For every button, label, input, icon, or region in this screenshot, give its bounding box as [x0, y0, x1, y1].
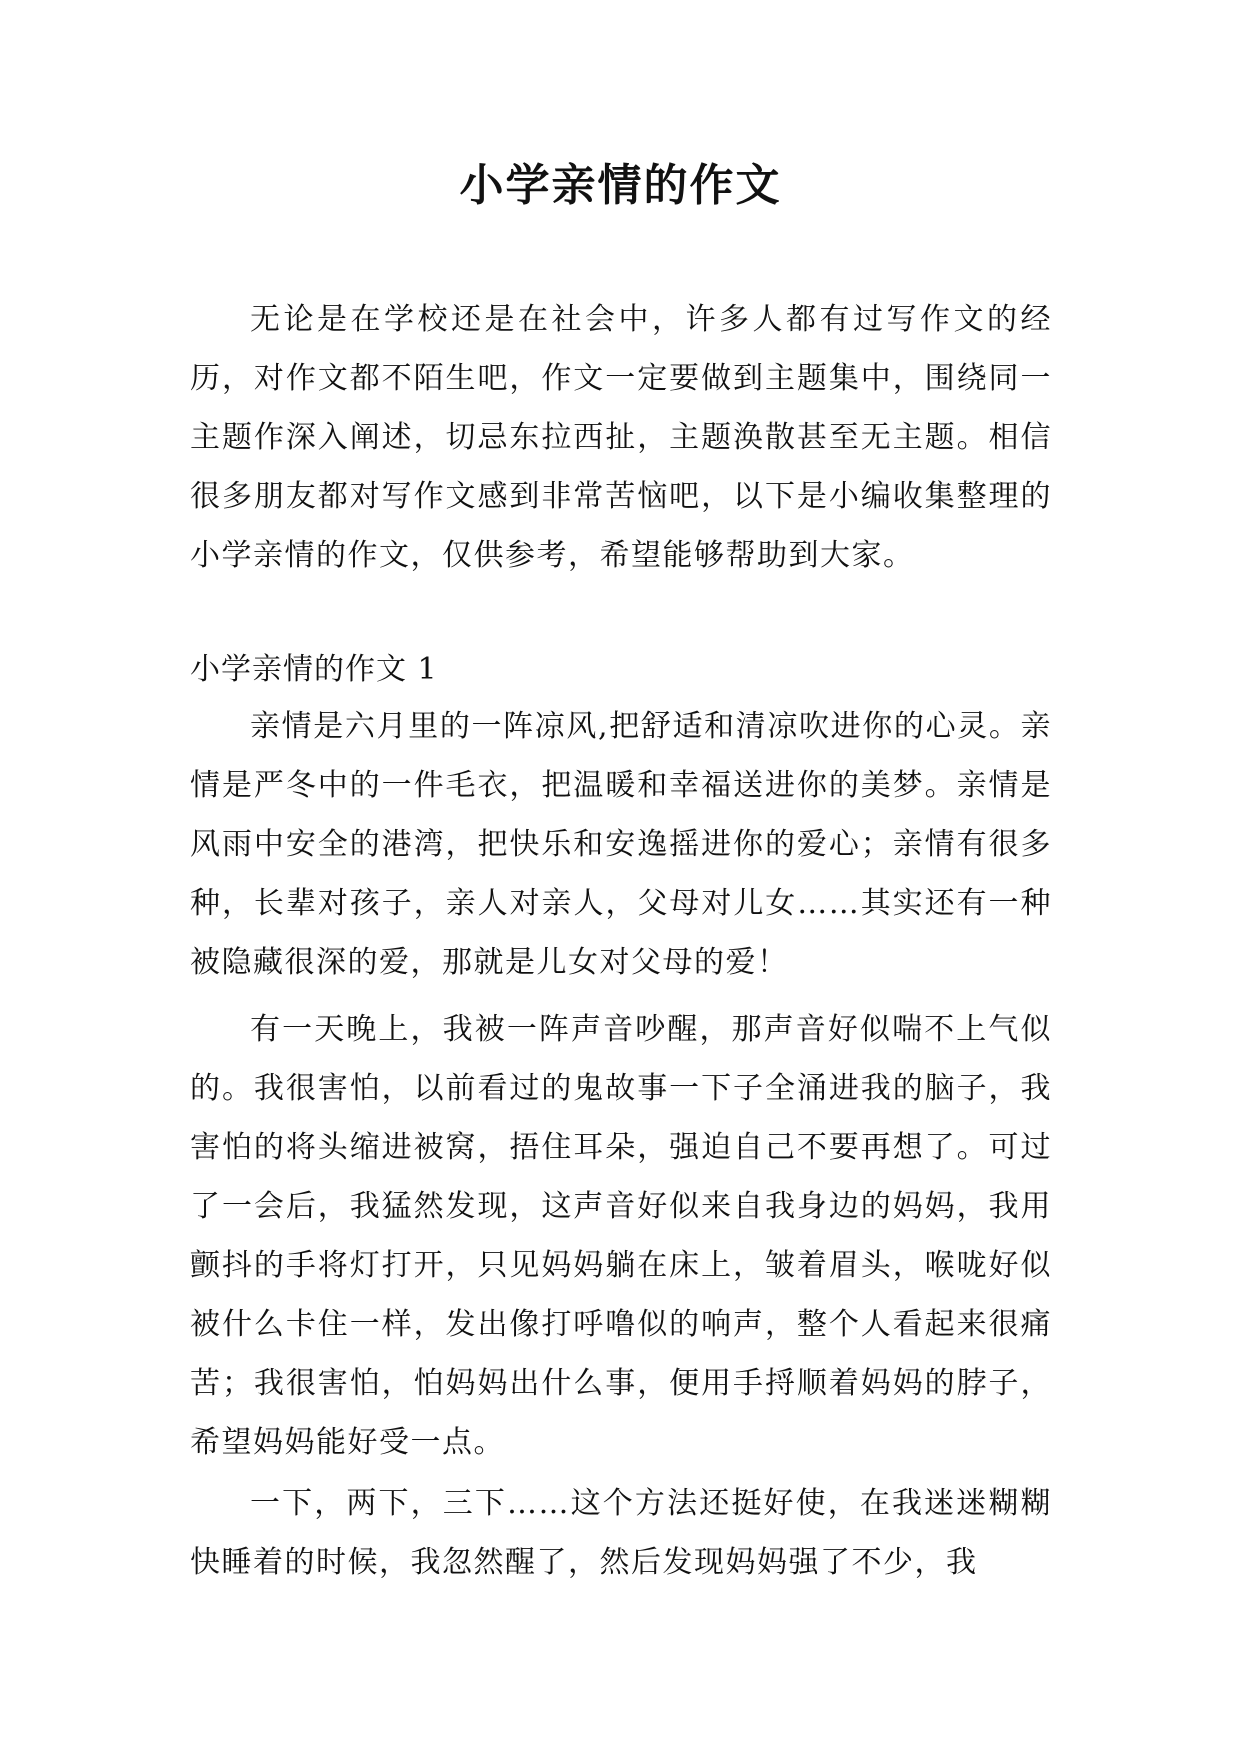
body-paragraph-3: 一下，两下，三下……这个方法还挺好使，在我迷迷糊糊快睡着的时候，我忽然醒了，然后发现妈妈强了不少，我	[190, 1486, 1052, 1580]
document-title: 小学亲情的作文	[459, 160, 782, 211]
body-paragraph-2: 有一天晚上，我被一阵声音吵醒，那声音好似喘不上气似的。我很害怕，以前看过的鬼故事一下子全涌进我的脑子，我害怕的将头缩进被窝，捂住耳朵，强迫自己不要再想了。可过了一会后，我猛然发现，这声音好似来自我身边的妈妈，我用颤抖的手将灯打开，只见妈妈躺在床上，皱着眉头，喉咙好似被什么卡住一样，发出像打呼噜似的响声，整个人看起来很痛苦；我很害怕，怕妈妈出什么事，便用手捋顺着妈妈的脖子，希望妈妈能好受一点。	[190, 1012, 1052, 1460]
body-paragraph-1: 亲情是六月里的一阵凉风,把舒适和清凉吹进你的心灵。亲情是严冬中的一件毛衣，把温暖和幸福送进你的美梦。亲情是风雨中安全的港湾，把快乐和安逸摇进你的爱心；亲情有很多种，长辈对孩子，亲人对亲人，父母对儿女……其实还有一种被隐藏很深的爱，那就是儿女对父母的爱！	[190, 709, 1052, 980]
section-heading: 小学亲情的作文 1	[190, 652, 438, 687]
intro-paragraph: 无论是在学校还是在社会中，许多人都有过写作文的经历，对作文都不陌生吧，作文一定要做到主题集中，围绕同一主题作深入阐述，切忌东拉西扯，主题涣散甚至无主题。相信很多朋友都对写作文感到非常苦恼吧，以下是小编收集整理的小学亲情的作文，仅供参考，希望能够帮助到大家。	[190, 302, 1052, 573]
